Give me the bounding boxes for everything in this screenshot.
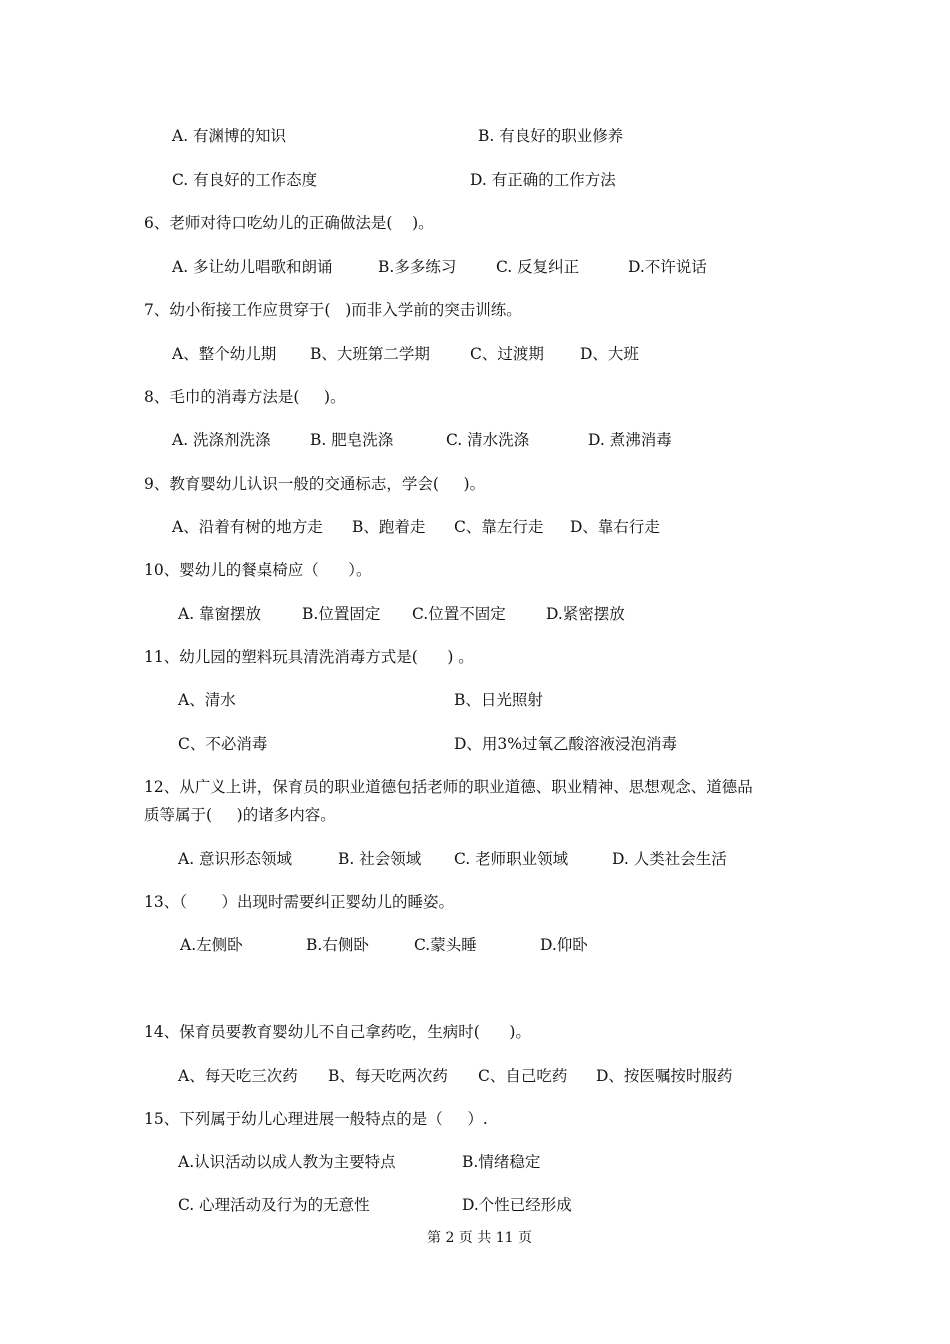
q10-stem: 10、婴幼儿的餐桌椅应（ ）。	[144, 561, 372, 579]
q13-option-a: A.左侧卧	[180, 936, 243, 954]
q15-option-c: C. 心理活动及行为的无意性	[178, 1196, 370, 1214]
q14-option-a: A、每天吃三次药	[178, 1067, 298, 1085]
q9-option-d: D、靠右行走	[570, 518, 660, 536]
q11-stem: 11、幼儿园的塑料玩具清洗消毒方式是( ) 。	[144, 648, 474, 666]
q10-option-c: C.位置不固定	[412, 605, 506, 623]
q12-stem-line1: 12、从广义上讲，保育员的职业道德包括老师的职业道德、职业精神、思想观念、道德品	[144, 778, 753, 796]
q6-stem: 6、老师对待口吃幼儿的正确做法是( )。	[144, 214, 434, 232]
q8-option-a: A. 洗涤剂洗涤	[172, 431, 271, 449]
q12-option-b: B. 社会领域	[338, 850, 422, 868]
q7-stem: 7、幼小衔接工作应贯穿于( )而非入学前的突击训练。	[144, 301, 522, 319]
q15-option-d: D.个性已经形成	[462, 1196, 572, 1214]
q13-option-b: B.右侧卧	[306, 936, 369, 954]
q9-stem: 9、教育婴幼儿认识一般的交通标志，学会( )。	[144, 475, 486, 493]
page-number-footer: 第 2 页 共 11 页	[427, 1230, 532, 1246]
q15-option-a: A.认识活动以成人教为主要特点	[178, 1153, 396, 1171]
q8-option-d: D. 煮沸消毒	[588, 431, 672, 449]
q9-option-c: C、靠左行走	[454, 518, 544, 536]
q8-stem: 8、毛巾的消毒方法是( )。	[144, 388, 346, 406]
q13-option-c: C.蒙头睡	[414, 936, 477, 954]
q13-stem: 13、（ ）出现时需要纠正婴幼儿的睡姿。	[144, 893, 454, 911]
q9-option-b: B、跑着走	[352, 518, 426, 536]
q14-option-c: C、自己吃药	[478, 1067, 568, 1085]
q6-option-a: A. 多让幼儿唱歌和朗诵	[172, 258, 333, 276]
q5-option-b: B. 有良好的职业修养	[478, 127, 624, 145]
q6-option-b: B.多多练习	[378, 258, 457, 276]
q12-option-c: C. 老师职业领域	[454, 850, 569, 868]
q7-option-a: A、整个幼儿期	[172, 345, 277, 363]
q14-stem: 14、保育员要教育婴幼儿不自己拿药吃，生病时( )。	[144, 1023, 531, 1041]
q14-option-d: D、按医嘱按时服药	[596, 1067, 733, 1085]
q10-option-a: A. 靠窗摆放	[178, 605, 262, 623]
q9-option-a: A、沿着有树的地方走	[172, 518, 323, 536]
q7-option-d: D、大班	[580, 345, 639, 363]
q14-option-b: B、每天吃两次药	[328, 1067, 448, 1085]
q10-option-b: B.位置固定	[302, 605, 381, 623]
q5-option-c: C. 有良好的工作态度	[172, 171, 318, 189]
q13-option-d: D.仰卧	[540, 936, 588, 954]
q15-option-b: B.情绪稳定	[462, 1153, 541, 1171]
q5-option-d: D. 有正确的工作方法	[470, 171, 616, 189]
q11-option-b: B、日光照射	[454, 691, 543, 709]
q7-option-b: B、大班第二学期	[310, 345, 430, 363]
q7-option-c: C、过渡期	[470, 345, 544, 363]
q5-option-a: A. 有渊博的知识	[172, 127, 287, 145]
q11-option-c: C、不必消毒	[178, 735, 268, 753]
q15-stem: 15、下列属于幼儿心理进展一般特点的是（ ）.	[144, 1110, 488, 1128]
q6-option-c: C. 反复纠正	[496, 258, 580, 276]
q12-option-d: D. 人类社会生活	[612, 850, 727, 868]
q6-option-d: D.不许说话	[628, 258, 707, 276]
q12-stem-line2: 质等属于( )的诸多内容。	[144, 806, 336, 824]
q10-option-d: D.紧密摆放	[546, 605, 625, 623]
q11-option-d: D、用3%过氧乙酸溶液浸泡消毒	[454, 735, 678, 753]
q8-option-c: C. 清水洗涤	[446, 431, 530, 449]
q8-option-b: B. 肥皂洗涤	[310, 431, 394, 449]
q11-option-a: A、清水	[178, 691, 236, 709]
q12-option-a: A. 意识形态领域	[178, 850, 293, 868]
